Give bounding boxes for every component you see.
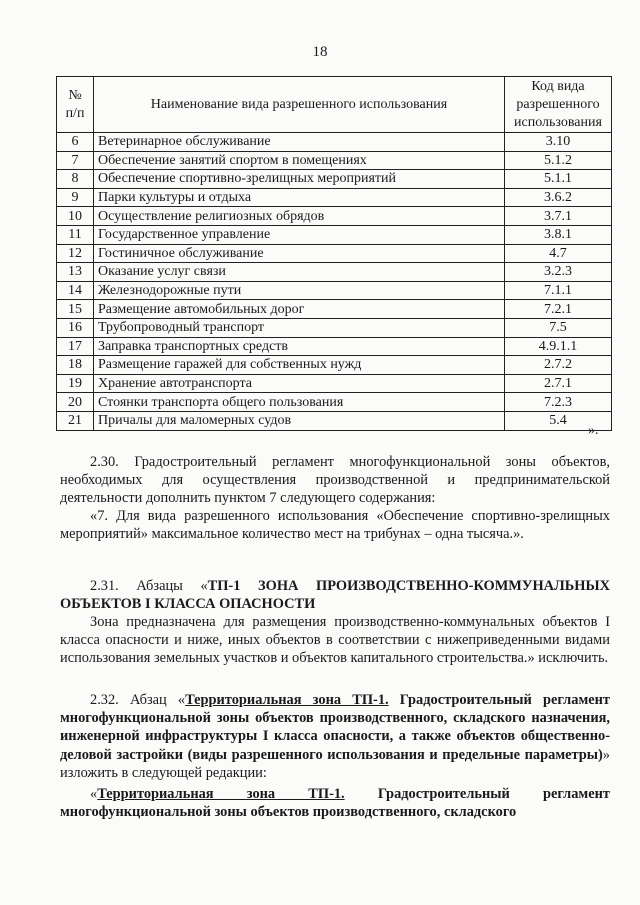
row-num: 14: [57, 281, 94, 300]
row-num: 8: [57, 170, 94, 189]
table-row: [57, 133, 612, 152]
row-name: Гостиничное обслуживание: [94, 244, 505, 263]
paragraph-2-32: [60, 691, 610, 782]
row-num: 18: [57, 356, 94, 375]
page-number: 18: [312, 44, 328, 60]
row-num: 7: [57, 151, 94, 170]
row-code: 3.8.1: [505, 225, 612, 244]
row-code: 5.1.2: [505, 151, 612, 170]
row-num: 10: [57, 207, 94, 226]
row-code: 3.10: [505, 133, 612, 152]
paragraph-2-32-lead: 2.32. Абзац «: [90, 692, 186, 708]
table-body: [57, 133, 612, 431]
row-code: 4.9.1.1: [505, 337, 612, 356]
row-name: Ветеринарное обслуживание: [94, 133, 505, 152]
row-num: 17: [57, 337, 94, 356]
paragraph-2-31-body: Зона предназначена для размещения производственно-коммунальных объектов I класса опасности и ниже, иных объектов в соответствии с нижеприведенными видами использования земельных участков и объектов капитального строительства.» исключить.: [60, 614, 610, 667]
row-num: 13: [57, 263, 94, 282]
table-row: [57, 411, 612, 430]
row-num: 11: [57, 225, 94, 244]
table-closing-quote: ».: [588, 423, 599, 438]
land-use-table: [56, 76, 612, 431]
row-num: 12: [57, 244, 94, 263]
row-num: 21: [57, 411, 94, 430]
table-row: [57, 374, 612, 393]
row-code: 7.2.3: [505, 393, 612, 412]
table-row: [57, 281, 612, 300]
header-code: Код вида разрешенного использования: [505, 77, 612, 133]
table-row: [57, 225, 612, 244]
row-name: Обеспечение спортивно-зрелищных мероприятий: [94, 170, 505, 189]
table-row: [57, 263, 612, 282]
row-code: 7.5: [505, 318, 612, 337]
row-num: 20: [57, 393, 94, 412]
row-code: 3.7.1: [505, 207, 612, 226]
paragraph-2-32-new: [60, 785, 610, 821]
paragraph-2-32-new-title: Градостроительный регламент многофункциональной зоны объектов производственного, складского: [60, 786, 610, 821]
row-name: Размещение гаражей для собственных нужд: [94, 356, 505, 375]
row-name: Стоянки транспорта общего пользования: [94, 393, 505, 412]
header-num: № п/п: [57, 77, 94, 133]
row-name: Оказание услуг связи: [94, 263, 505, 282]
paragraph-2-32-title: Градостроительный регламент многофункциональной зоны объектов производственного, складского назначения, инженерной инфраструктуры I класса опасности, а также объектов общественно-деловой застройки (виды разрешенного использования и предельные параметры): [60, 692, 611, 763]
table-row: [57, 318, 612, 337]
paragraph-2-31-lead: 2.31. Абзацы «: [90, 578, 208, 594]
row-code: 2.7.2: [505, 356, 612, 375]
row-name: Причалы для маломерных судов: [94, 411, 505, 430]
paragraph-2-31-heading: ТП-1 ЗОНА ПРОИЗВОДСТВЕННО-КОММУНАЛЬНЫХ ОБЪЕКТОВ I КЛАССА ОПАСНОСТИ: [60, 578, 610, 613]
table-row: [57, 300, 612, 319]
paragraph-2-32-new-lead: «: [90, 786, 98, 802]
row-name: Железнодорожные пути: [94, 281, 505, 300]
row-num: 9: [57, 188, 94, 207]
table-row: [57, 151, 612, 170]
paragraph-2-32-zone: Территориальная зона ТП-1.: [185, 692, 389, 708]
row-code: 2.7.1: [505, 374, 612, 393]
table-row: [57, 188, 612, 207]
row-code: 7.2.1: [505, 300, 612, 319]
table-row: [57, 393, 612, 412]
row-name: Трубопроводный транспорт: [94, 318, 505, 337]
paragraph-2-30: 2.30. Градостроительный регламент многофункциональной зоны объектов, необходимых для осуществления производственной и предпринимательской деятельности дополнить пунктом 7 следующего содержания:: [60, 454, 610, 507]
header-name: Наименование вида разрешенного использования: [94, 77, 505, 133]
row-code: 3.6.2: [505, 188, 612, 207]
paragraph-2-32-new-zone: Территориальная зона ТП-1.: [97, 786, 345, 802]
paragraph-2-30-quote: «7. Для вида разрешенного использования «Обеспечение спортивно-зрелищных мероприятий» максимальное количество мест на трибунах – одна тысяча.».: [60, 508, 610, 543]
row-name: Заправка транспортных средств: [94, 337, 505, 356]
row-num: 6: [57, 133, 94, 152]
row-name: Размещение автомобильных дорог: [94, 300, 505, 319]
paragraph-2-32-tail: » изложить в следующей редакции:: [60, 746, 610, 781]
row-num: 19: [57, 374, 94, 393]
row-name: Обеспечение занятий спортом в помещениях: [94, 151, 505, 170]
row-name: Хранение автотранспорта: [94, 374, 505, 393]
row-name: Государственное управление: [94, 225, 505, 244]
table-row: [57, 170, 612, 189]
row-name: Парки культуры и отдыха: [94, 188, 505, 207]
row-name: Осуществление религиозных обрядов: [94, 207, 505, 226]
table-row: [57, 244, 612, 263]
table-header-row: [57, 77, 612, 133]
row-code: 4.7: [505, 244, 612, 263]
table-row: [57, 356, 612, 375]
row-code: 7.1.1: [505, 281, 612, 300]
row-code: 3.2.3: [505, 263, 612, 282]
row-code: 5.4: [505, 411, 612, 430]
paragraph-2-31: [60, 577, 610, 613]
row-num: 15: [57, 300, 94, 319]
row-code: 5.1.1: [505, 170, 612, 189]
table-row: [57, 337, 612, 356]
table-row: [57, 207, 612, 226]
row-num: 16: [57, 318, 94, 337]
